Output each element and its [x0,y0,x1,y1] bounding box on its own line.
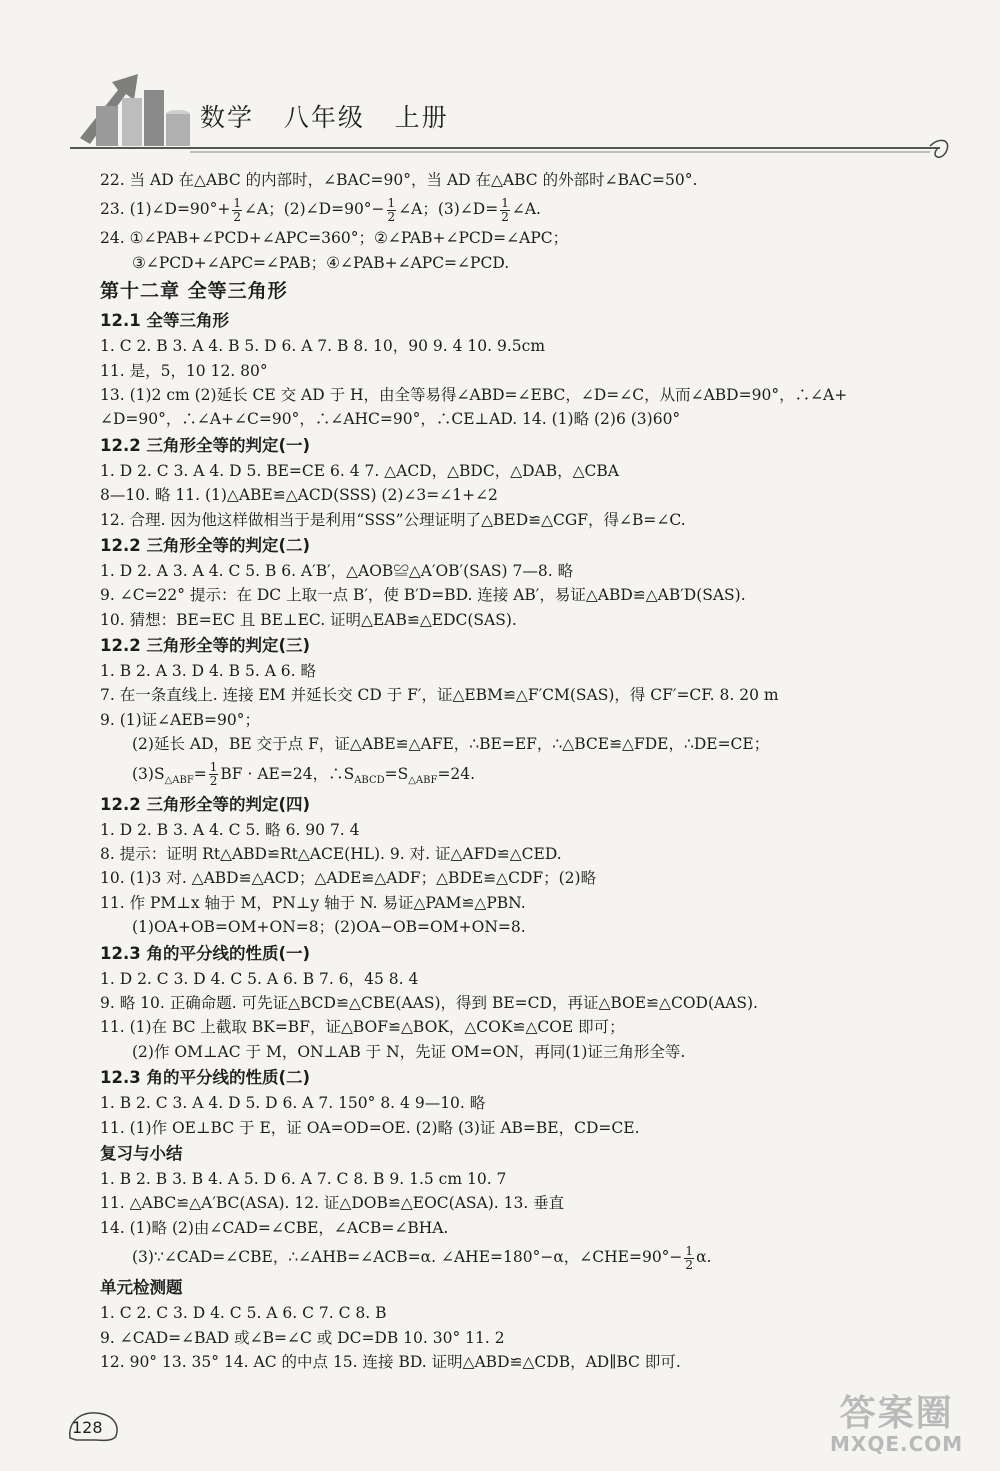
section-12-3b-line1: 1. B 2. C 3. A 4. D 5. D 6. A 7. 150° 8. 4 9—10. 略 [100,1094,486,1113]
section-12-1-line2: 11. 是，5，10 12. 80° [100,361,268,380]
fraction-half-1: $\frac{1}{2}$ [233,195,242,224]
section-12-2d-line5: (1)OA+OB=OM+ON=8；(2)OA−OB=OM+ON=8. [132,918,526,937]
section-12-2a-title: 12.2 三角形全等的判定(一) [100,435,311,455]
answer-24-line1: 24. ①∠PAB+∠PCD+∠APC=360°；②∠PAB+∠PCD=∠APC； [100,229,569,248]
section-12-1-title: 12.1 全等三角形 [100,311,229,331]
area-subscript-3: △ABF [408,774,438,786]
answer-23-part2: ∠A；(2)∠D=90°− [244,200,385,219]
fraction-half-5: $\frac{1}{2}$ [685,1243,694,1272]
fraction-half-4: $\frac{1}{2}$ [209,760,218,789]
watermark-url: MXQE.COM [830,1432,964,1456]
section-12-2b-title: 12.2 三角形全等的判定(二) [100,535,311,555]
area-formula-part3: =S [384,764,409,783]
answer-22: 22. 当 AD 在△ABC 的内部时，∠BAC=90°，当 AD 在△ABC 的外部时∠BAC=50°. [100,171,698,189]
answer-23 [100,192,970,226]
section-12-2a-line2: 8—10. 略 11. (1)△ABE≌△ACD(SSS) (2)∠3=∠1+∠2 [100,486,498,505]
fraction-half-3: $\frac{1}{2}$ [501,195,509,224]
area-formula-part2: BF · AE=24，∴S [220,764,355,783]
section-12-2a-line1: 1. D 2. C 3. A 4. D 5. BE=CE 6. 4 7. △ACD，△BDC，△DAB，△CBA [100,461,620,480]
answer-24-line2: ③∠PCD+∠APC=∠PAB；④∠PAB+∠APC=∠PCD. [132,253,510,272]
header-title: 数学 八年级 上册 [200,103,449,132]
section-12-3b-title: 12.3 角的平分线的性质(二) [100,1068,311,1088]
section-12-2a-line3: 12. 合理. 因为他这样做相当于是利用“SSS”公理证明了△BED≌△CGF，得∠B=∠C. [100,510,686,529]
section-12-3a-line2: 9. 略 10. 正确命题. 可先证△BCD≌△CBE(AAS)，得到 BE=CD，再证△BOE≌△COD(AAS). [100,993,758,1012]
review-line4-part1: (3)∵∠CAD=∠CBE，∴∠AHB=∠ACB=α. ∠AHE=180°−α，∠CHE=90°− [132,1248,683,1267]
section-12-3a-line1: 1. D 2. C 3. D 4. C 5. A 6. B 7. 6，45 8. 4 [100,969,419,988]
review-title: 复习与小结 [100,1143,183,1163]
page-number: 128 [72,1418,103,1437]
section-12-1-line4: ∠D=90°，∴∠A+∠C=90°，∴∠AHC=90°，∴CE⊥AD. 14. (1)略 (2)6 (3)60° [100,410,681,429]
section-12-2c-line3: 9. (1)证∠AEB=90°； [100,710,261,729]
fraction-half-2: $\frac{1}{2}$ [387,195,396,224]
answer-23-part3: ∠A；(3)∠D= [398,200,499,219]
section-12-1-line3: 13. (1)2 cm (2)延长 CE 交 AD 于 H，由全等易得∠ABD=∠EBC，∠D=∠C，从而∠ABD=90°，∴∠A+ [100,385,848,404]
area-formula-eq: = [193,764,207,783]
section-12-3a-title: 12.3 角的平分线的性质(一) [100,943,311,963]
section-12-2d-title: 12.2 三角形全等的判定(四) [100,794,311,814]
section-12-2c-line1: 1. B 2. A 3. D 4. B 5. A 6. 略 [100,662,317,681]
unit-test-line2: 9. ∠CAD=∠BAD 或∠B=∠C 或 DC=DB 10. 30° 11. 2 [100,1328,505,1347]
section-12-2b-line2: 9. ∠C=22° 提示：在 DC 上取一点 B′，使 B′D=BD. 连接 AB′，易证△ABD≌△AB′D(SAS). [100,586,746,605]
unit-test-line1: 1. C 2. C 3. D 4. C 5. A 6. C 7. C 8. B [100,1304,387,1323]
review-line3: 14. (1)略 (2)由∠CAD=∠CBE，∠ACB=∠BHA. [100,1218,449,1237]
page-header [60,60,960,160]
unit-test-title: 单元检测题 [100,1278,183,1298]
area-formula-part4: =24. [437,764,476,783]
section-12-2b-line3: 10. 猜想：BE=EC 且 BE⊥EC. 证明△EAB≌△EDC(SAS). [100,610,517,629]
section-12-2c-line5 [100,757,970,791]
emblem-cylinder [166,114,190,146]
section-12-2d-line1: 1. D 2. B 3. A 4. C 5. 略 6. 90 7. 4 [100,820,360,839]
area-subscript-1: △ABF [164,774,194,786]
answer-content [100,168,970,1374]
header-emblem [60,60,960,160]
section-12-3b-line2: 11. (1)作 OE⊥BC 于 E，证 OA=OD=OE. (2)略 (3)证 AB=BE，CD=CE. [100,1118,640,1137]
site-watermark [830,1385,963,1456]
answer-23-part4: ∠A. [511,200,541,219]
unit-test-line3: 12. 90° 13. 35° 14. AC 的中点 15. 连接 BD. 证明△ABD≌△CDB，AD∥BC 即可. [100,1352,681,1371]
area-subscript-2: ABCD [354,774,385,786]
review-line4-part2: α. [696,1248,712,1267]
section-12-2c-line2: 7. 在一条直线上. 连接 EM 并延长交 CD 于 F′，证△EBM≌△F′CM(SAS)，得 CF′=CF. 8. 20 m [100,686,779,705]
emblem-block-1 [96,106,118,146]
area-formula-part1: (3)S [132,764,165,783]
watermark-text: 答案圈 [839,1393,954,1434]
review-line4 [100,1240,970,1274]
section-12-1-line1: 1. C 2. B 3. A 4. B 5. D 6. A 7. B 8. 10，90 9. 4 10. 9.5cm [100,337,546,356]
review-line2: 11. △ABC≌△A′BC(ASA). 12. 证△DOB≌△EOC(ASA). 13. 垂直 [100,1194,565,1213]
section-12-3a-line4: (2)作 OM⊥AC 于 M，ON⊥AB 于 N，先证 OM=ON，再同(1)证三角形全等. [132,1042,686,1061]
emblem-block-3 [144,90,164,146]
section-12-2c-title: 12.2 三角形全等的判定(三) [100,636,311,656]
section-12-2c-line4: (2)延长 AD，BE 交于点 F，证△ABE≌△AFE，∴BE=EF，∴△BCE≌△FDE，∴DE=CE； [132,735,770,754]
chapter-title: 第十二章 全等三角形 [100,280,288,303]
answer-23-part1: 23. (1)∠D=90°+ [100,200,231,219]
section-12-2b-line1: 1. D 2. A 3. A 4. C 5. B 6. A′B′，△AOB≌△A′OB′(SAS) 7—8. 略 [100,561,574,580]
section-12-2d-line3: 10. (1)3 对. △ABD≌△ACD；△ADE≌△ADF；△BDE≌△CDF；(2)略 [100,869,597,888]
section-12-2d-line4: 11. 作 PM⊥x 轴于 M，PN⊥y 轴于 N. 易证△PAM≌△PBN. [100,893,526,912]
section-12-3a-line3: 11. (1)在 BC 上截取 BK=BF，证△BOF≌△BOK，△COK≌△COE 即可； [100,1018,625,1037]
review-line1: 1. B 2. B 3. B 4. A 5. D 6. A 7. C 8. B 9. 1.5 cm 10. 7 [100,1169,507,1188]
emblem-block-2 [122,98,142,146]
section-12-2d-line2: 8. 提示：证明 Rt△ABD≌Rt△ACE(HL). 9. 对. 证△AFD≌△CED. [100,845,562,864]
